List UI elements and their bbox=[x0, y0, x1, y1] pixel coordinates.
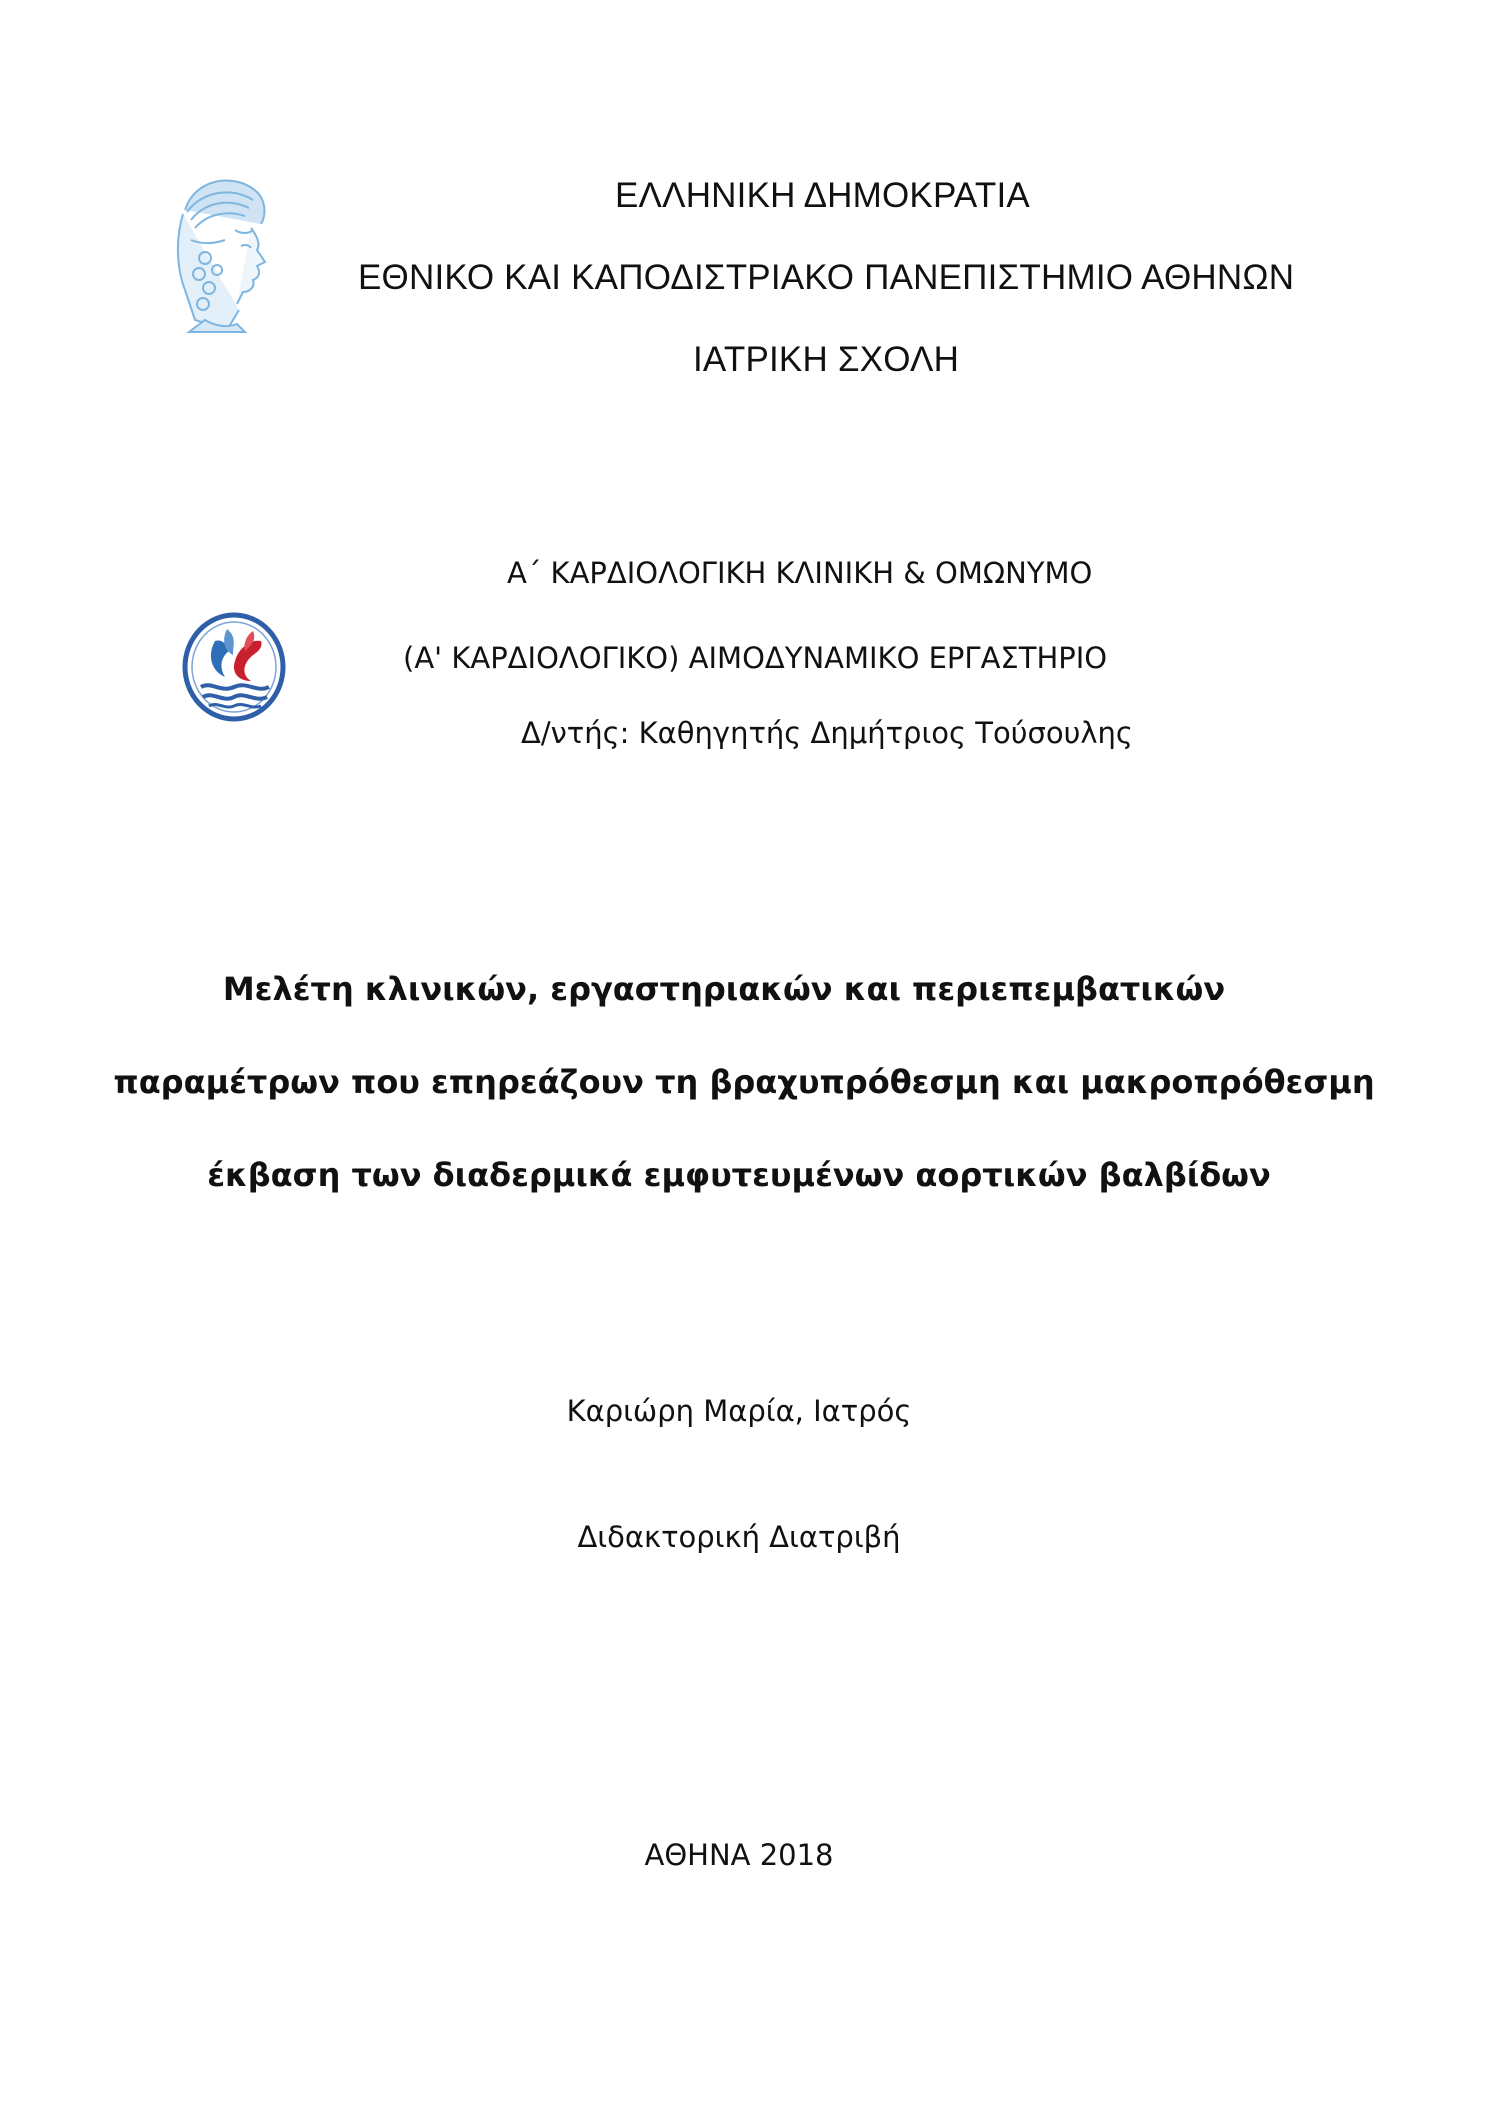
header-university: ΕΘΝΙΚΟ ΚΑΙ ΚΑΠΟΔΙΣΤΡΙΑΚΟ ΠΑΝΕΠΙΣΤΗΜΙΟ ΑΘΗΝΩΝ bbox=[358, 258, 1295, 297]
athena-head-logo-icon bbox=[165, 170, 275, 335]
thesis-title-line-1: Μελέτη κλινικών, εργαστηριακών και περιεπεμβατικών bbox=[222, 970, 1226, 1008]
clinic-director: Δ/ντής: Καθηγητής Δημήτριος Τούσουλης bbox=[521, 716, 1133, 750]
header-school: ΙΑΤΡΙΚΗ ΣΧΟΛΗ bbox=[693, 340, 960, 379]
thesis-title-line-3: έκβαση των διαδερμικά εμφυτευμένων αορτικών βαλβίδων bbox=[207, 1156, 1271, 1194]
clinic-line-2: (Α' ΚΑΡΔΙΟΛΟΓΙΚΟ) ΑΙΜΟΔΥΝΑΜΙΚΟ ΕΡΓΑΣΤΗΡΙΟ bbox=[403, 641, 1108, 675]
header-republic: ΕΛΛΗΝΙΚΗ ΔΗΜΟΚΡΑΤΙΑ bbox=[615, 176, 1030, 215]
clinic-line-1: Α΄ ΚΑΡΔΙΟΛΟΓΙΚΗ ΚΛΙΝΙΚΗ & ΟΜΩΝΥΜΟ bbox=[507, 556, 1093, 590]
thesis-title-line-2: παραμέτρων που επηρεάζουν τη βραχυπρόθεσμη και μακροπρόθεσμη bbox=[113, 1063, 1375, 1101]
author-name: Καριώρη Μαρία, Ιατρός bbox=[566, 1394, 912, 1428]
place-year: ΑΘΗΝΑ 2018 bbox=[644, 1838, 834, 1872]
hippokration-flame-logo-icon bbox=[181, 611, 287, 723]
degree-type: Διδακτορική Διατριβή bbox=[577, 1520, 901, 1554]
